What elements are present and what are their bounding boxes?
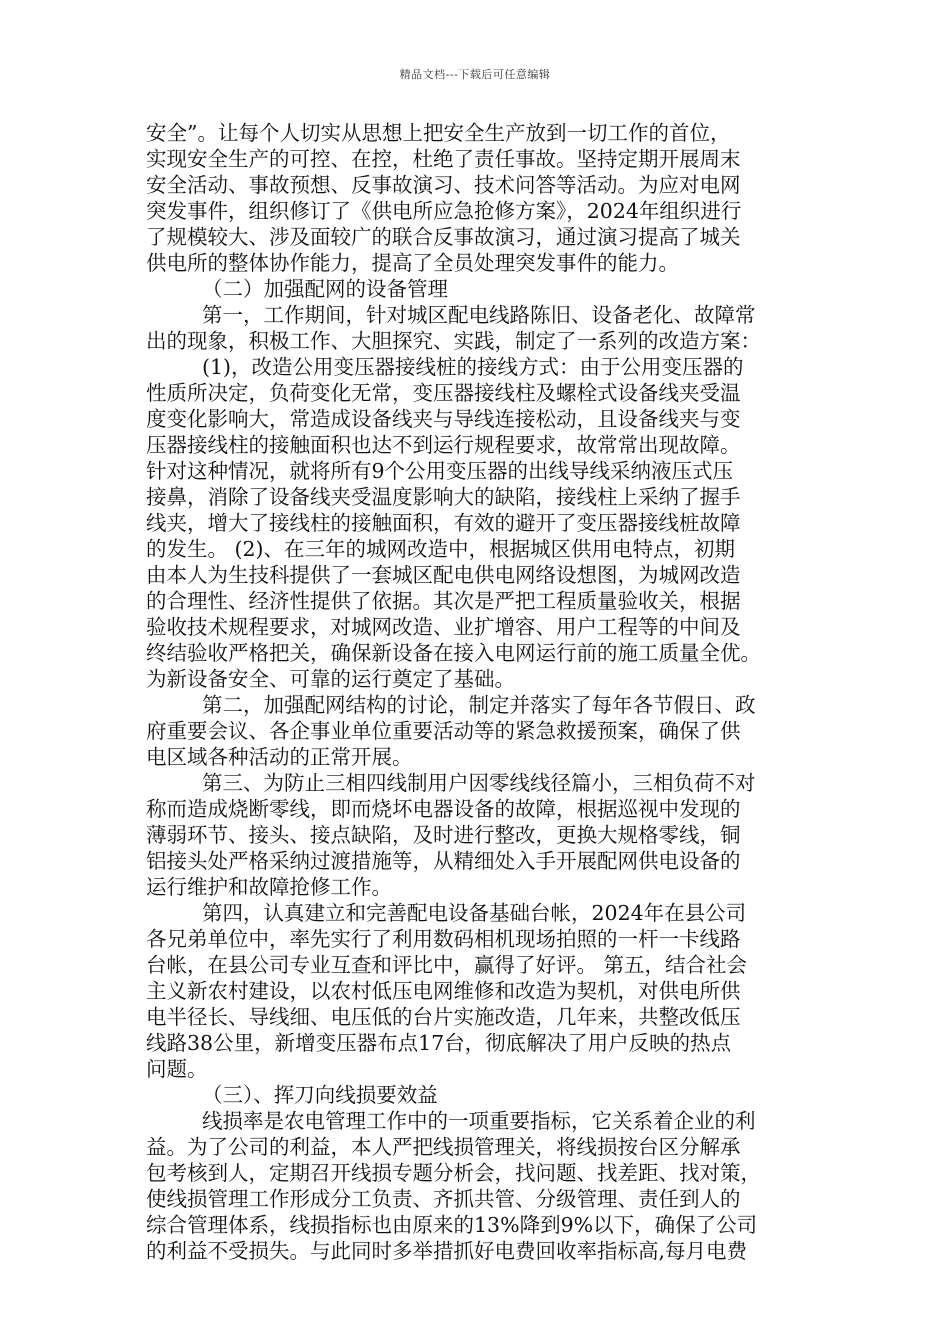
text-line: 运行维护和故障抢修工作。 (146, 875, 392, 899)
text-line: 终结验收严格把关，确保新设备在接入电网运行前的施工质量全优。 (146, 641, 761, 665)
text-line: 了规模较大、涉及面较广的联合反事故演习，通过演习提高了城关 (146, 225, 741, 249)
text-line: 针对这种情况，就将所有9个公用变压器的出线导线采纳液压式压 (146, 459, 734, 483)
text-line: 线损率是农电管理工作中的一项重要指标，它关系着企业的利 (202, 1109, 756, 1133)
text-line: 的利益不受损失。与此同时多举措抓好电费回收率指标高,每月电费 (146, 1239, 748, 1263)
text-line: 线路38公里，新增变压器布点17台，彻底解决了用户反映的热点 (146, 1031, 732, 1055)
text-line: 电半径长、导线细、电压低的台片实施改造，几年来，共整改低压 (146, 1005, 741, 1029)
text-line: 度变化影响大，常造成设备线夹与导线连接松动，且设备线夹与变 (146, 407, 741, 431)
text-line: 突发事件，组织修订了《供电所应急抢修方案》，2024年组织进行 (146, 199, 742, 223)
text-line: 称而造成烧断零线，即而烧坏电器设备的故障，根据巡视中发现的 (146, 797, 741, 821)
text-line: 接鼻，消除了设备线夹受温度影响大的缺陷，接线柱上采纳了握手 (146, 485, 741, 509)
document-body (146, 120, 812, 1264)
page-header: 精品文档---下载后可任意编辑 (399, 68, 551, 81)
text-line: 各兄弟单位中，率先实行了利用数码相机现场拍照的一杆一卡线路 (146, 927, 741, 951)
text-line: 第一，工作期间，针对城区配电线路陈旧、设备老化、故障常 (202, 303, 756, 327)
text-line: 综合管理体系，线损指标也由原来的13%降到9%以下，确保了公司 (146, 1213, 758, 1237)
text-line: 由本人为生技科提供了一套城区配电供电网络设想图，为城网改造 (146, 563, 741, 587)
text-line: 的合理性、经济性提供了依据。其次是严把工程质量验收关，根据 (146, 589, 741, 613)
text-line: 线夹，增大了接线柱的接触面积，有效的避开了变压器接线桩故障 (146, 511, 741, 535)
text-line: 第二，加强配网结构的讨论，制定并落实了每年各节假日、政 (202, 693, 756, 717)
text-line: （二）加强配网的设备管理 (202, 277, 448, 301)
text-line: 使线损管理工作形成分工负责、齐抓共管、分级管理、责任到人的 (146, 1187, 741, 1211)
text-line: 主义新农村建设，以农村低压电网维修和改造为契机，对供电所供 (146, 979, 741, 1003)
text-line: 性质所决定，负荷变化无常，变压器接线柱及螺栓式设备线夹受温 (146, 381, 741, 405)
text-line: 问题。 (146, 1057, 208, 1081)
text-line: 薄弱环节、接头、接点缺陷，及时进行整改，更换大规格零线，铜 (146, 823, 741, 847)
text-line: 为新设备安全、可靠的运行奠定了基础。 (146, 667, 515, 691)
text-line: 验收技术规程要求，对城网改造、业扩增容、用户工程等的中间及 (146, 615, 741, 639)
text-line: 第四，认真建立和完善配电设备基础台帐，2024年在县公司 (202, 901, 747, 925)
text-line: 供电所的整体协作能力，提高了全员处理突发事件的能力。 (146, 251, 679, 275)
text-line: (1)，改造公用变压器接线桩的接线方式：由于公用变压器的 (202, 355, 744, 379)
text-line: 安全活动、事故预想、反事故演习、技术问答等活动。为应对电网 (146, 173, 741, 197)
text-line: 的发生。 (2)、在三年的城网改造中，根据城区供用电特点，初期 (146, 537, 736, 561)
text-line: 出的现象，积极工作、大胆探究、实践，制定了一系列的改造方案： (146, 329, 761, 353)
text-line: 府重要会议、各企事业单位重要活动等的紧急救援预案，确保了供 (146, 719, 741, 743)
text-line: 安全”。让每个人切实从思想上把安全生产放到一切工作的首位， (146, 121, 731, 145)
text-line: 电区域各种活动的正常开展。 (146, 745, 413, 769)
text-line: 第三、为防止三相四线制用户因零线线径篇小，三相负荷不对 (202, 771, 756, 795)
text-line: 实现安全生产的可控、在控，杜绝了责任事故。坚持定期开展周末 (146, 147, 741, 171)
text-line: 益。为了公司的利益，本人严把线损管理关，将线损按台区分解承 (146, 1135, 741, 1159)
text-line: 压器接线柱的接触面积也达不到运行规程要求，故常常出现故障。 (146, 433, 741, 457)
text-line: 铝接头处严格采纳过渡措施等，从精细处入手开展配网供电设备的 (146, 849, 741, 873)
text-line: 包考核到人，定期召开线损专题分析会，找问题、找差距、找对策， (146, 1161, 761, 1185)
text-line: （三）、挥刀向线损要效益 (202, 1083, 438, 1107)
text-line: 台帐，在县公司专业互查和评比中，赢得了好评。 第五，结合社会 (146, 953, 748, 977)
